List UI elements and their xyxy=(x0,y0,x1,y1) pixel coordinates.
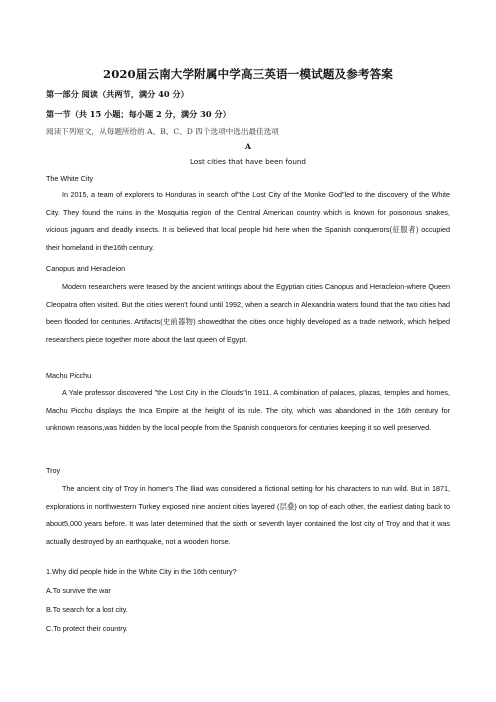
paragraph-white-city xyxy=(46,186,450,256)
option-c: C.To protect their country. xyxy=(46,624,128,633)
option-b: B.To search for a lost city. xyxy=(46,605,128,614)
paragraph-text: Modern researchers were teased by the ancient writings about the Egyptian cities Canopus and Heracleion-where Queen Cleopatra often visited. But the cities weren't found until 1992, when a search in Alexandria waters found that the two cities had been flooded for centuries. Artifacts(史前器物) showedthat the cities once highly developed as a trade network, which helped researchers piece together more about the last queen of Egypt. xyxy=(46,282,450,344)
paragraph-text: In 2015, a team of explorers to Honduras in search of"the Lost City of the Monke God"led to the discovery of the White City. They found the ruins in the Mosquitia region of the Central American country which is known for poisonous snakes, vicious jaguars and deadly insects. It is believed that local people hid here when the Spanish conquerors(征服者) occupied their homeland in the16th century. xyxy=(46,190,450,252)
paragraph-text: A Yale professor discovered "the Lost City in the Clouds"in 1911. A combination of palaces, plazas, temples and homes, Machu Picchu displays the Inca Empire at the height of its rule. The city, which was abandoned in the 16th century for unknown reasons,was hidden by the local people from the Spanish conquerors for centuries keeping it so well preserved. xyxy=(46,388,450,432)
option-a: A.To survive the war xyxy=(46,586,111,595)
section-heading-canopus: Canopus and Heracleion xyxy=(46,264,126,273)
section-heading-troy: Troy xyxy=(46,466,61,475)
paragraph-canopus xyxy=(46,278,450,348)
passage-title: Lost cities that have been found xyxy=(190,157,306,166)
paragraph-machu-picchu xyxy=(46,384,450,437)
section-heading-machu-picchu: Machu Picchu xyxy=(46,371,92,380)
paragraph-troy xyxy=(46,480,450,550)
section-heading: 第一节（共 15 小题；每小题 2 分，满分 30 分） xyxy=(46,109,231,119)
question-stem: 1.Why did people hide in the White City in the 16th century? xyxy=(46,567,237,576)
paragraph-text: The ancient city of Troy in homer's The Iliad was considered a fictional setting for his characters to run wild. But in 1871, explorations in northwestern Turkey exposed nine ancient cities layered (层叠) on top of each other, the earliest dating back to about5,000 years before. It was later determined that the sixth or seventh layer contained the lost city of Troy and that it was actually destroyed by an earthquake, not a wooden horse. xyxy=(46,484,450,546)
instruction-text: 阅读下列短文，从每题所给的 A、B、C、D 四个选项中选出最佳选项 xyxy=(46,127,279,136)
section-heading-white-city: The White City xyxy=(46,174,94,183)
part-heading: 第一部分 阅读（共两节，满分 40 分） xyxy=(46,89,189,99)
passage-letter: A xyxy=(245,142,251,151)
document-title: 2020届云南大学附属中学高三英语一模试题及参考答案 xyxy=(103,67,393,81)
